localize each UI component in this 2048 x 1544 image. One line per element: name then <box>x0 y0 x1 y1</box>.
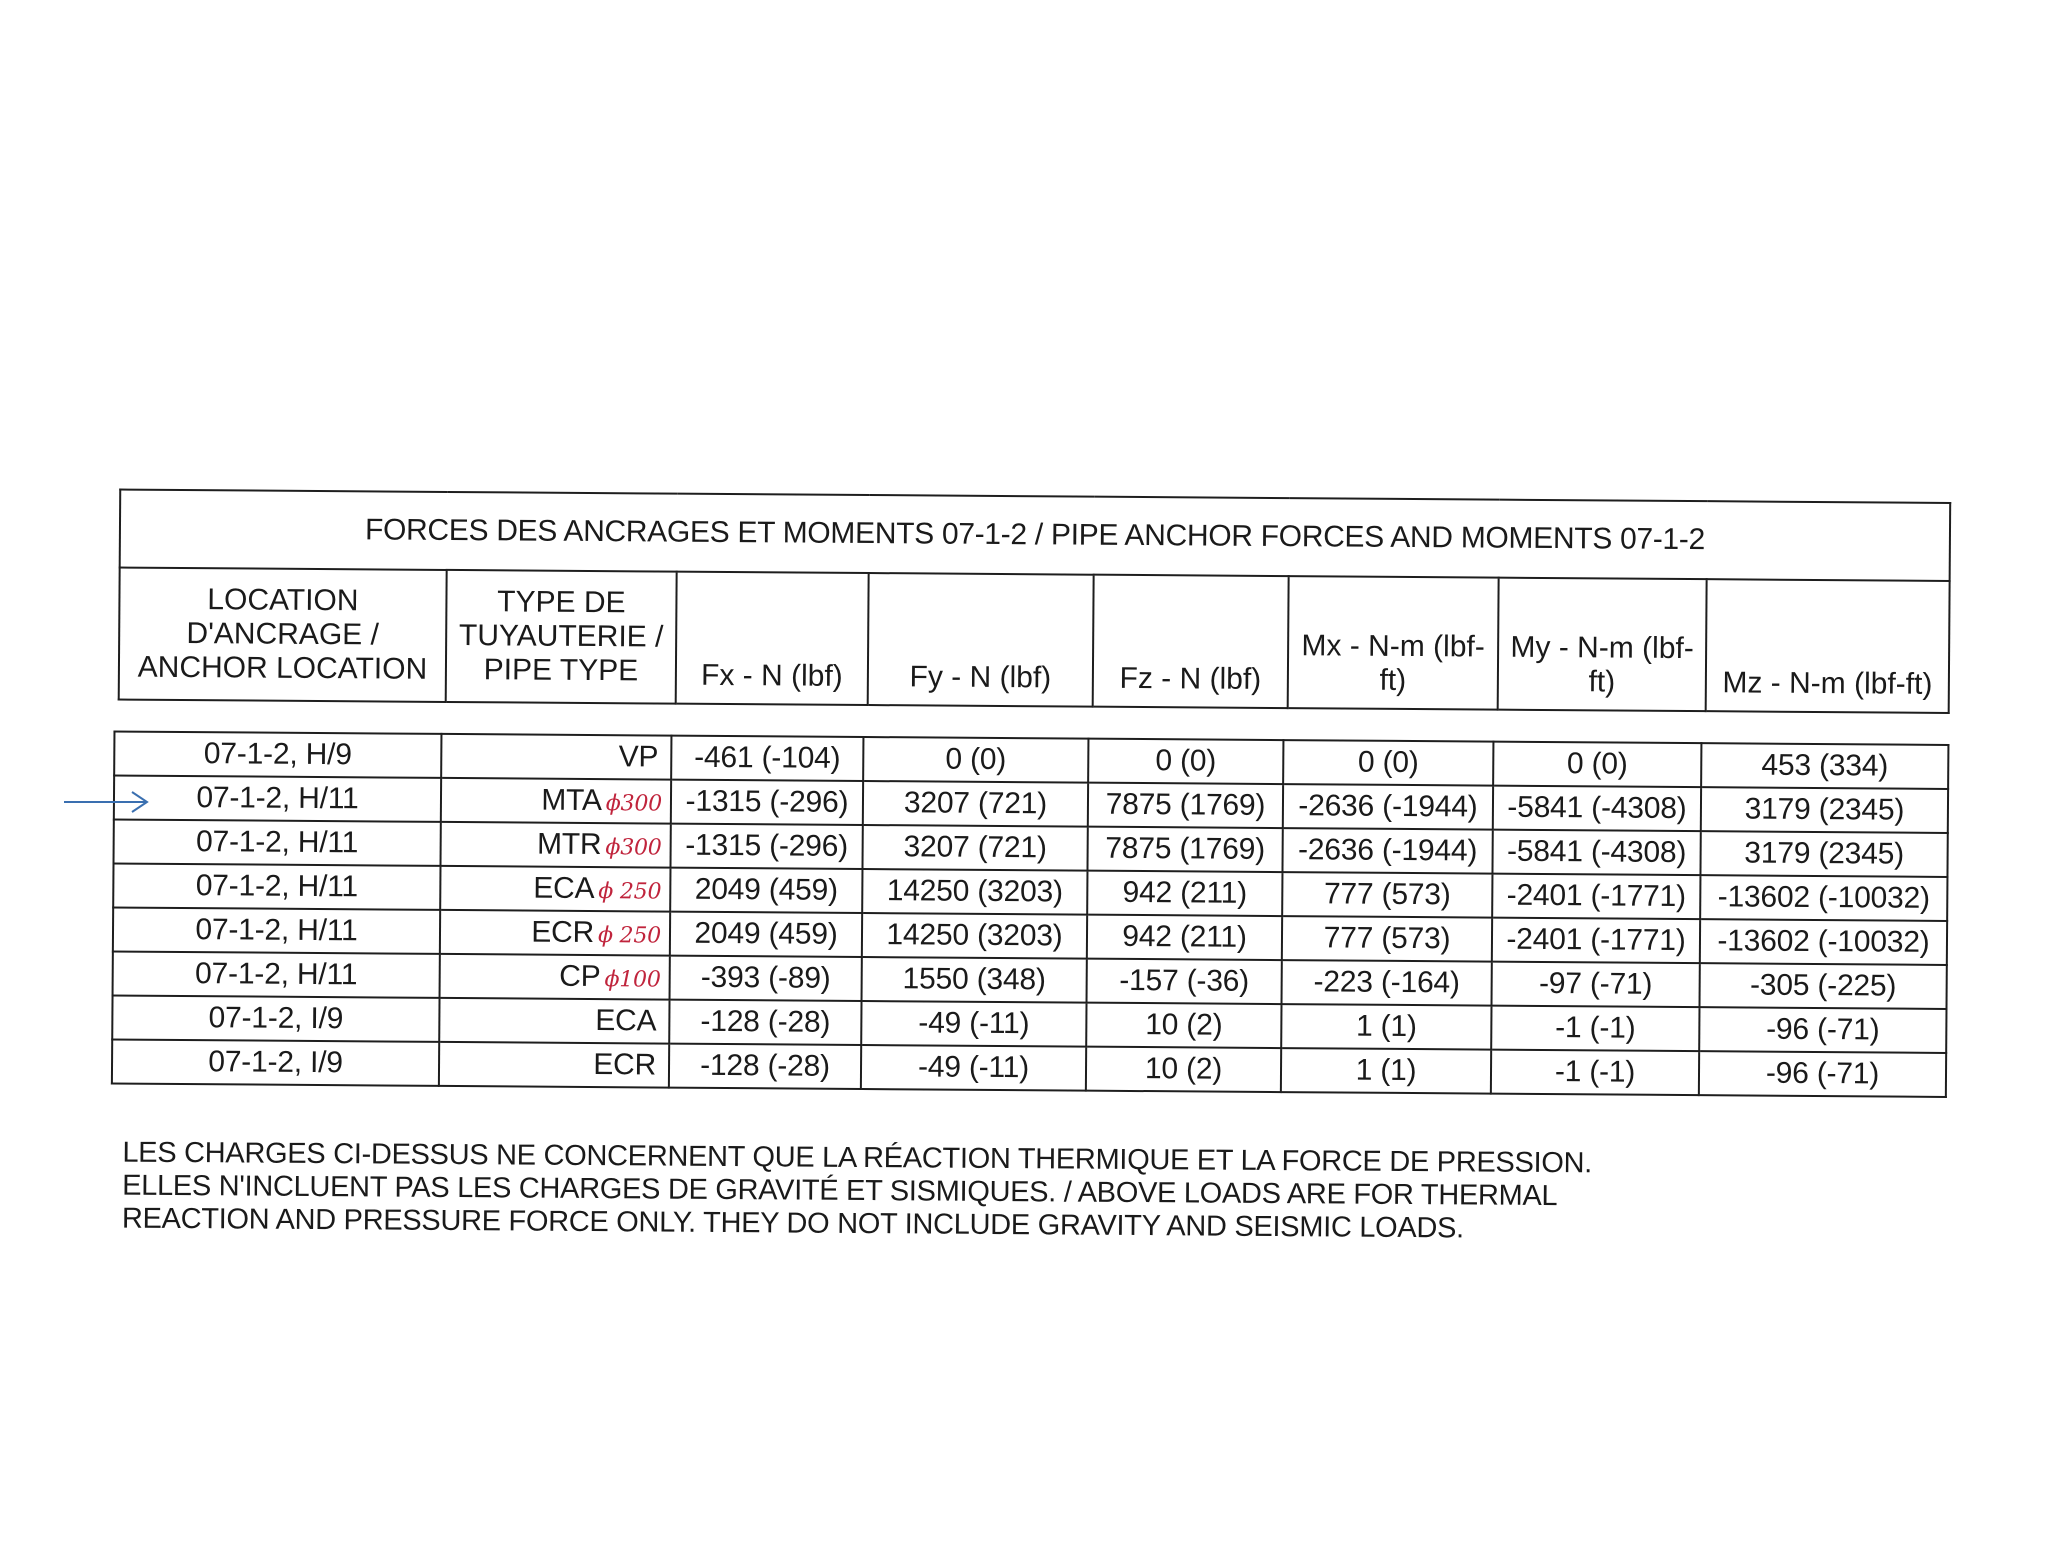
cell-fy: -49 (-11) <box>861 1045 1086 1091</box>
cell-type <box>441 778 671 824</box>
cell-type <box>440 954 670 1000</box>
cell-type <box>439 998 669 1044</box>
cell-fx: -1315 (-296) <box>671 780 863 825</box>
column-header-fy: Fy - N (lbf) <box>868 573 1094 707</box>
cell-fx: 2049 (459) <box>670 912 862 957</box>
pipe-type: MTA <box>541 784 602 817</box>
handwritten-note: ϕ100 <box>604 967 660 992</box>
pipe-type: ECR <box>531 916 594 949</box>
cell-fy: 0 (0) <box>863 737 1088 783</box>
cell-type <box>441 822 671 868</box>
cell-type <box>440 866 670 912</box>
cell-fy: -49 (-11) <box>861 1001 1086 1047</box>
cell-mz: -96 (-71) <box>1699 1007 1946 1053</box>
pipe-type: ECA <box>533 872 594 905</box>
cell-fx: -461 (-104) <box>671 736 863 781</box>
pipe-type: VP <box>619 740 659 773</box>
cell-my: -5841 (-4308) <box>1492 830 1700 876</box>
cell-fz: 7875 (1769) <box>1087 827 1282 872</box>
cell-fz: 10 (2) <box>1086 1003 1281 1048</box>
cell-location: 07-1-2, H/11 <box>113 908 440 954</box>
column-header-fz: Fz - N (lbf) <box>1093 575 1289 708</box>
forces-table <box>111 730 1950 1097</box>
cell-mz: -13602 (-10032) <box>1700 875 1947 921</box>
cell-location: 07-1-2, I/9 <box>112 995 439 1041</box>
handwritten-note: ϕ 250 <box>598 879 661 904</box>
cell-mz: 3179 (2345) <box>1701 787 1948 833</box>
column-header-my: My - N-m (lbf-ft) <box>1498 578 1707 712</box>
cell-my: -5841 (-4308) <box>1493 786 1701 832</box>
cell-fz: -157 (-36) <box>1087 959 1282 1004</box>
cell-mx: -2636 (-1944) <box>1282 828 1492 874</box>
cell-fz: 942 (211) <box>1087 915 1282 960</box>
cell-mz: -305 (-225) <box>1700 963 1947 1009</box>
cell-my: -97 (-71) <box>1492 962 1700 1008</box>
table-header <box>118 489 1952 714</box>
column-header-location: LOCATION D'ANCRAGE / ANCHOR LOCATION <box>119 568 447 702</box>
handwritten-note: ϕ300 <box>606 791 662 816</box>
cell-fz: 10 (2) <box>1086 1047 1281 1092</box>
cell-mz: 3179 (2345) <box>1700 831 1947 877</box>
pipe-type: ECA <box>595 1004 656 1037</box>
column-header-fx: Fx - N (lbf) <box>676 572 869 705</box>
cell-mx: 777 (573) <box>1282 916 1492 962</box>
cell-location: 07-1-2, H/11 <box>114 776 441 822</box>
cell-mx: 1 (1) <box>1281 1004 1491 1050</box>
cell-mz: 453 (334) <box>1701 743 1948 789</box>
cell-fz: 0 (0) <box>1088 739 1283 784</box>
column-header-type: TYPE DE TUYAUTERIE / PIPE TYPE <box>446 570 677 704</box>
cell-my: -2401 (-1771) <box>1492 874 1700 920</box>
cell-fx: -393 (-89) <box>670 956 862 1001</box>
right-arrow-icon <box>64 790 150 814</box>
column-header-mx: Mx - N-m (lbf-ft) <box>1288 576 1499 710</box>
cell-location: 07-1-2, H/11 <box>113 952 440 998</box>
cell-type <box>439 1042 669 1088</box>
cell-type <box>440 910 670 956</box>
table-title: FORCES DES ANCRAGES ET MOMENTS 07-1-2 / PIPE ANCHOR FORCES AND MOMENTS 07-1-2 <box>120 490 1951 581</box>
cell-fy: 1550 (348) <box>862 957 1087 1003</box>
cell-fz: 942 (211) <box>1087 871 1282 916</box>
pipe-type: MTR <box>537 828 602 861</box>
cell-my: -2401 (-1771) <box>1492 918 1700 964</box>
cell-fx: -128 (-28) <box>669 1000 861 1045</box>
cell-mx: 0 (0) <box>1283 740 1493 786</box>
cell-location: 07-1-2, H/9 <box>114 732 441 778</box>
handwritten-note: ϕ300 <box>605 835 661 860</box>
cell-fx: -1315 (-296) <box>670 824 862 869</box>
pipe-type: ECR <box>593 1048 656 1081</box>
cell-location: 07-1-2, I/9 <box>112 1039 439 1085</box>
cell-mx: 1 (1) <box>1281 1048 1491 1094</box>
cell-my: 0 (0) <box>1493 742 1701 788</box>
cell-fx: -128 (-28) <box>669 1044 861 1089</box>
cell-fy: 14250 (3203) <box>862 913 1087 959</box>
cell-my: -1 (-1) <box>1491 1006 1699 1052</box>
cell-mz: -13602 (-10032) <box>1700 919 1947 965</box>
cell-mx: -223 (-164) <box>1282 960 1492 1006</box>
cell-fy: 3207 (721) <box>863 781 1088 827</box>
cell-fy: 14250 (3203) <box>862 869 1087 915</box>
cell-fx: 2049 (459) <box>670 868 862 913</box>
pipe-type: CP <box>559 960 601 993</box>
cell-my: -1 (-1) <box>1491 1050 1699 1096</box>
cell-location: 07-1-2, H/11 <box>113 864 440 910</box>
footer-note: LES CHARGES CI-DESSUS NE CONCERNENT QUE LA RÉACTION THERMIQUE ET LA FORCE DE PRESSION. ELLES N'INCLUENT PAS LES CHARGES DE GRAVITÉ ET SISMIQUES. / ABOVE LOADS ARE FOR THERMAL REACTION AND PRESSURE FORCE ONLY. THEY DO NOT INCLUDE GRAVITY AND SEISMIC LOADS. <box>122 1137 1723 1248</box>
cell-fy: 3207 (721) <box>862 825 1087 871</box>
cell-mx: 777 (573) <box>1282 872 1492 918</box>
column-header-mz: Mz - N-m (lbf-ft) <box>1706 579 1950 713</box>
cell-mz: -96 (-71) <box>1699 1051 1946 1097</box>
cell-mx: -2636 (-1944) <box>1283 784 1493 830</box>
cell-type <box>441 734 671 780</box>
handwritten-note: ϕ 250 <box>598 923 661 948</box>
cell-fz: 7875 (1769) <box>1088 783 1283 828</box>
cell-location: 07-1-2, H/11 <box>114 820 441 866</box>
